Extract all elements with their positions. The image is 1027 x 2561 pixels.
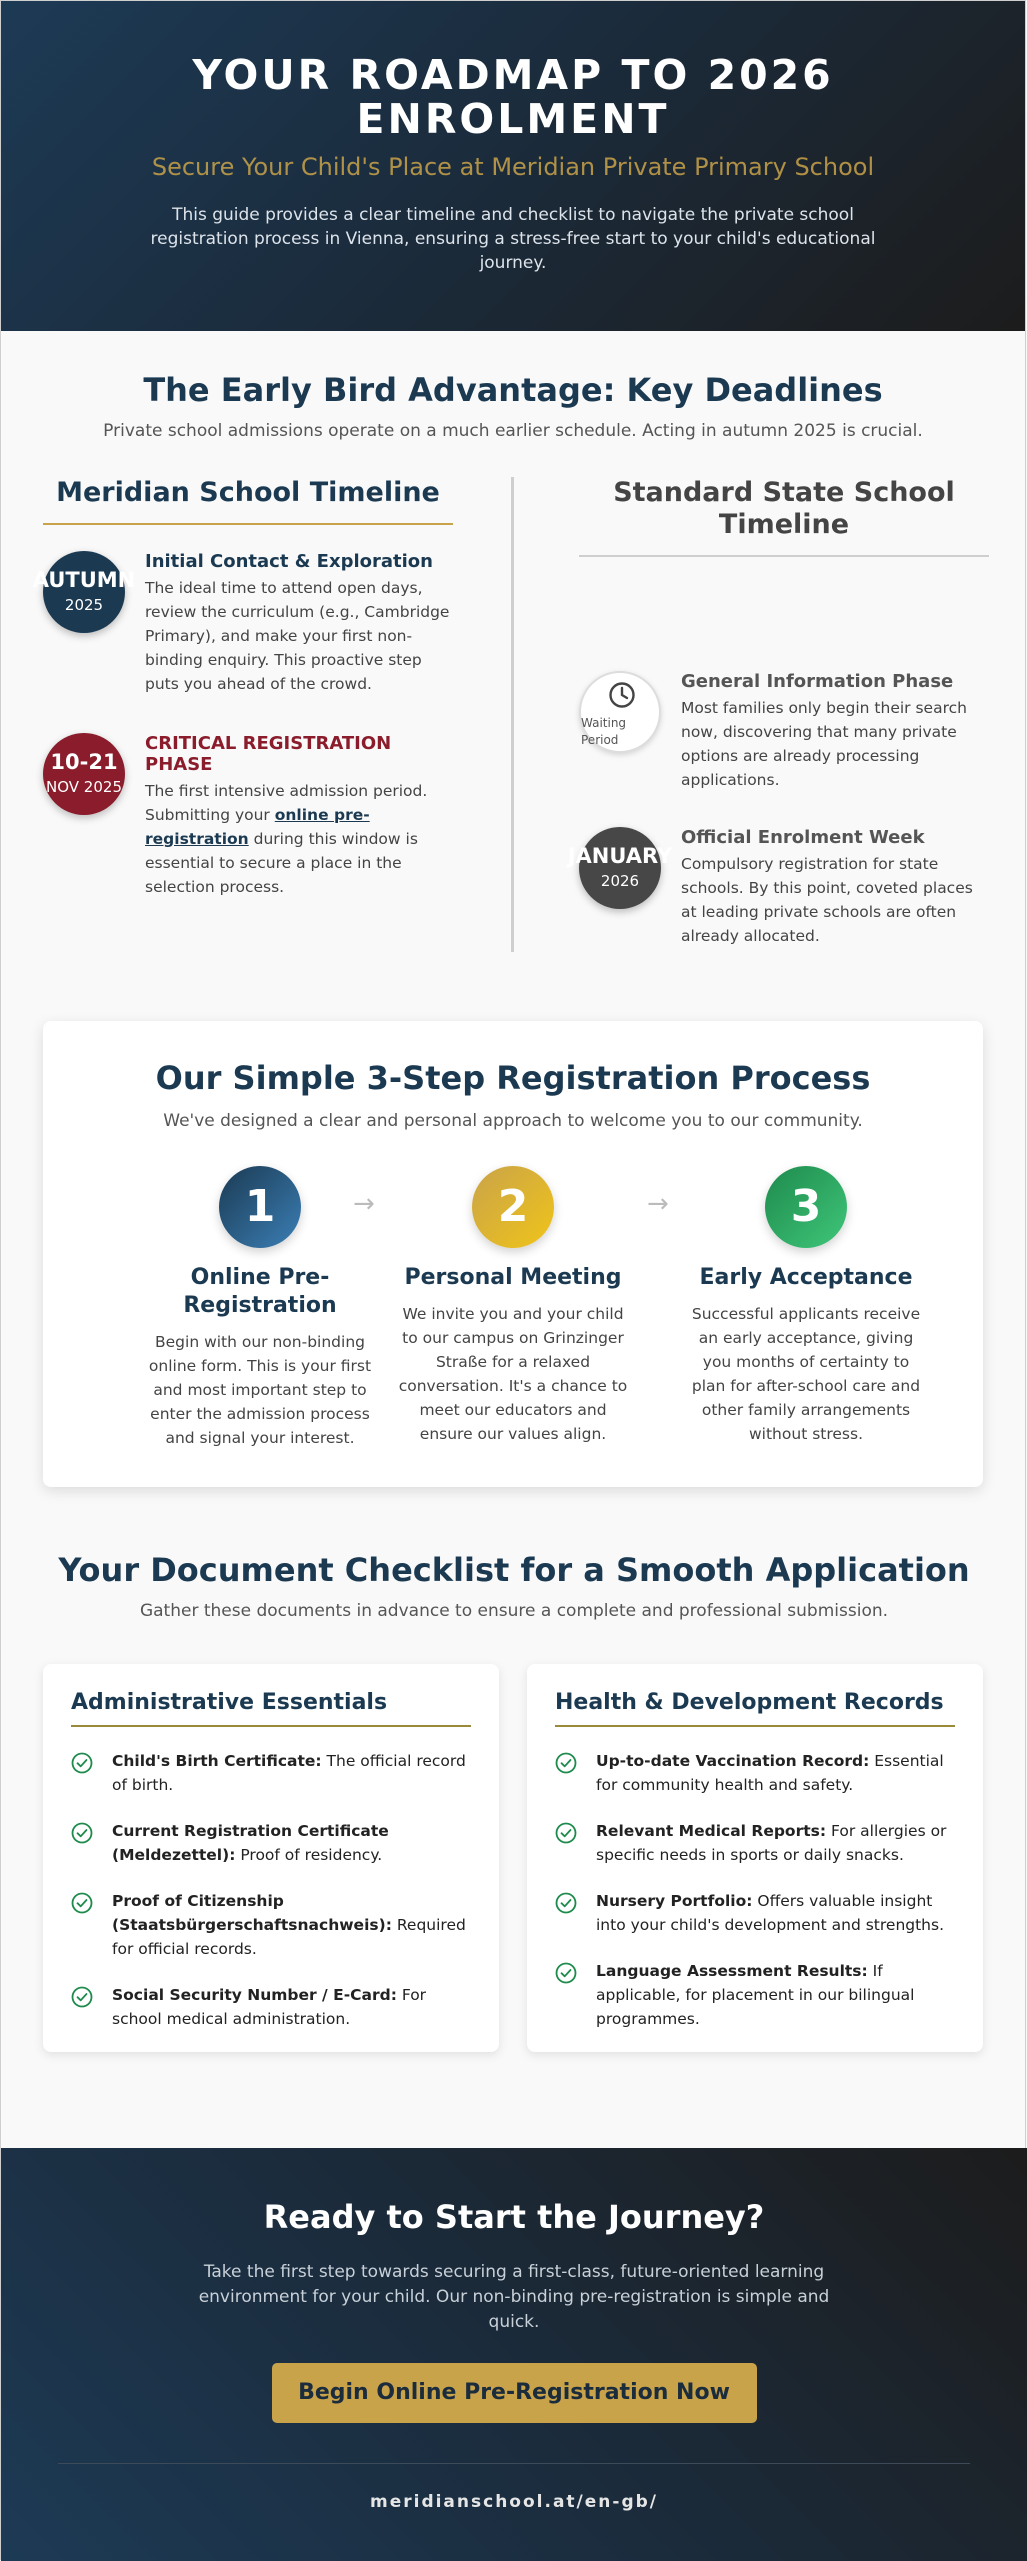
checklist-item-label: Language Assessment Results: — [596, 1962, 868, 1980]
event-text: Compulsory registration for state schools. By this point, coveted places at leading private schools are often already allocated. — [681, 855, 973, 945]
step-title: Early Acceptance — [699, 1265, 913, 1290]
check-circle-icon — [71, 1892, 93, 1914]
page-title: YOUR ROADMAP TO 2026 ENROLMENT — [192, 51, 834, 143]
check-circle-icon — [555, 1822, 577, 1844]
event-title: CRITICAL REGISTRATION PHASE — [145, 733, 392, 775]
checklist-item — [71, 1819, 471, 1867]
waiting-label: Waiting Period — [581, 716, 627, 747]
timeline-event — [43, 733, 453, 896]
checklist-item-label: Up-to-date Vaccination Record: — [596, 1752, 870, 1770]
event-text-part: during this window is essential to secure a place in the selection process. — [145, 830, 418, 896]
clock-icon — [608, 681, 636, 709]
registration-process-card — [43, 1021, 983, 1487]
event-text: The ideal time to attend open days, review the curriculum (e.g., Cambridge Primary), and make your first non-binding enquiry. This proactive step puts you ahead of the crowd. — [145, 579, 450, 693]
deadlines-section — [1, 331, 1025, 997]
step-number: 3 — [765, 1166, 847, 1248]
checklist-item-label: Nursery Portfolio: — [596, 1892, 753, 1910]
step-text: Successful applicants receive an early acceptance, giving you months of certainty to plan for after-school care and other family arrangements without stress. — [691, 1305, 921, 1443]
checklist-item-text: The official record of birth. — [112, 1752, 466, 1794]
timeline-event — [579, 671, 989, 821]
timeline-divider — [511, 477, 514, 952]
date-badge-sub: 2025 — [64, 596, 104, 614]
process-step — [686, 1166, 926, 1446]
date-badge-sub: NOV 2025 — [46, 778, 122, 796]
check-circle-icon — [555, 1752, 577, 1774]
step-number: 2 — [472, 1166, 554, 1248]
checklist-item-text: Proof of residency. — [235, 1846, 383, 1864]
checklist-item — [555, 1819, 955, 1867]
step-title: Personal Meeting — [404, 1265, 622, 1290]
event-body — [145, 733, 453, 899]
state-timeline-title: Standard State School Timeline — [579, 477, 989, 557]
step-number: 1 — [219, 1166, 301, 1248]
checklist-card-title: Administrative Essentials — [71, 1690, 471, 1727]
date-badge — [567, 827, 673, 909]
check-circle-icon — [555, 1892, 577, 1914]
event-text: Most families only begin their search now, discovering that many private options are already processing applications. — [681, 699, 967, 789]
checklist-item-label: Child's Birth Certificate: — [112, 1752, 322, 1770]
checklist-item-text: Essential for community health and safety. — [596, 1752, 944, 1794]
begin-pre-registration-button[interactable]: Begin Online Pre-Registration Now — [272, 2363, 757, 2423]
waiting-badge — [579, 671, 661, 753]
check-circle-icon — [71, 1752, 93, 1774]
event-title: Initial Contact & Exploration — [145, 551, 433, 572]
cta-text: Take the first step towards securing a first-class, future-oriented learning environment for your child. Our non-binding pre-registration is simple and quick. — [198, 2262, 830, 2332]
checklist-item-text: If applicable, for placement in our bilingual programmes. — [596, 1962, 915, 2028]
checklist-card-title: Health & Development Records — [555, 1690, 955, 1727]
check-circle-icon — [71, 1822, 93, 1844]
checklist-item-label: Relevant Medical Reports: — [596, 1822, 827, 1840]
event-body — [681, 671, 989, 792]
check-circle-icon — [71, 1986, 93, 2008]
footer-divider — [58, 2463, 970, 2464]
event-text-part: The first intensive admission period. Submitting your — [145, 782, 428, 824]
checklist-item-text: For school medical administration. — [112, 1986, 427, 2028]
event-title: General Information Phase — [681, 671, 954, 692]
arrow-right-icon: → — [353, 1189, 375, 1219]
step-title: Online Pre-Registration — [183, 1265, 337, 1318]
checklist-subtitle: Gather these documents in advance to ensure a complete and professional submission. — [139, 1601, 889, 1621]
state-timeline — [567, 477, 989, 945]
process-step — [140, 1166, 380, 1450]
timeline-event — [32, 551, 453, 701]
date-badge-sub: 2026 — [600, 872, 640, 890]
checklist-card-health — [527, 1664, 983, 2052]
website-link[interactable]: meridianschool.at/en-gb/ — [369, 2492, 658, 2512]
cta-section — [1, 2148, 1027, 2561]
event-title: Official Enrolment Week — [681, 827, 925, 848]
checklist-item — [71, 1749, 471, 1797]
timelines — [1, 477, 1025, 997]
timeline-event — [567, 827, 989, 977]
checklist-item-text: For allergies or specific needs in sports or daily snacks. — [596, 1822, 947, 1864]
process-subtitle: We've designed a clear and personal approach to welcome you to our community. — [163, 1111, 863, 1131]
event-text — [145, 779, 453, 899]
checklist-item-text: Offers valuable insight into your child's development and strengths. — [596, 1892, 945, 1934]
event-body — [681, 827, 989, 948]
meridian-timeline — [32, 477, 453, 896]
date-badge-main: 10-21 — [50, 750, 118, 774]
checklist-item — [555, 1959, 955, 2031]
step-text: We invite you and your child to our campus on Grinzinger Straße for a relaxed conversation. It's a chance to meet our educators and ensure our values align. — [398, 1305, 628, 1443]
deadlines-title: The Early Bird Advantage: Key Deadlines — [143, 371, 883, 409]
checklist-item-text: Required for official records. — [112, 1916, 466, 1958]
checklist-item-label: Proof of Citizenship (Staatsbürgerschaftsnachweis): — [112, 1892, 392, 1934]
pre-registration-link[interactable]: online pre-registration — [145, 806, 370, 848]
deadlines-subtitle: Private school admissions operate on a much earlier schedule. Acting in autumn 2025 is crucial. — [103, 421, 923, 441]
step-text: Begin with our non-binding online form. This is your first and most important step to enter the admission process and signal your interest. — [148, 1333, 372, 1447]
hero-subtitle: Secure Your Child's Place at Meridian Private Primary School — [151, 153, 875, 181]
checklist-item-label: Current Registration Certificate (Meldezettel): — [112, 1822, 389, 1864]
check-circle-icon — [555, 1962, 577, 1984]
date-badge-main: JANUARY — [567, 844, 673, 868]
event-body — [145, 551, 453, 696]
date-badge — [43, 733, 125, 815]
date-badge — [32, 551, 136, 633]
arrow-right-icon: → — [647, 1189, 669, 1219]
meridian-timeline-title: Meridian School Timeline — [43, 477, 453, 525]
cta-title: Ready to Start the Journey? — [263, 2198, 765, 2236]
process-title: Our Simple 3-Step Registration Process — [155, 1059, 871, 1097]
document-checklist-section — [1, 1551, 1027, 2028]
checklist-item — [71, 1983, 471, 2031]
checklist-item — [555, 1889, 955, 1937]
checklist-item — [71, 1889, 471, 1961]
checklist-item-label: Social Security Number / E-Card: — [112, 1986, 397, 2004]
checklist-title: Your Document Checklist for a Smooth Application — [58, 1551, 970, 1589]
process-step — [393, 1166, 633, 1446]
checklist-card-administrative — [43, 1664, 499, 2052]
hero-intro: This guide provides a clear timeline and checklist to navigate the private school registration process in Vienna, ensuring a stress-free start to your child's educational journey. — [150, 205, 876, 273]
date-badge-main: AUTUMN — [32, 568, 136, 592]
checklist-item — [555, 1749, 955, 1797]
hero-section — [1, 1, 1025, 331]
